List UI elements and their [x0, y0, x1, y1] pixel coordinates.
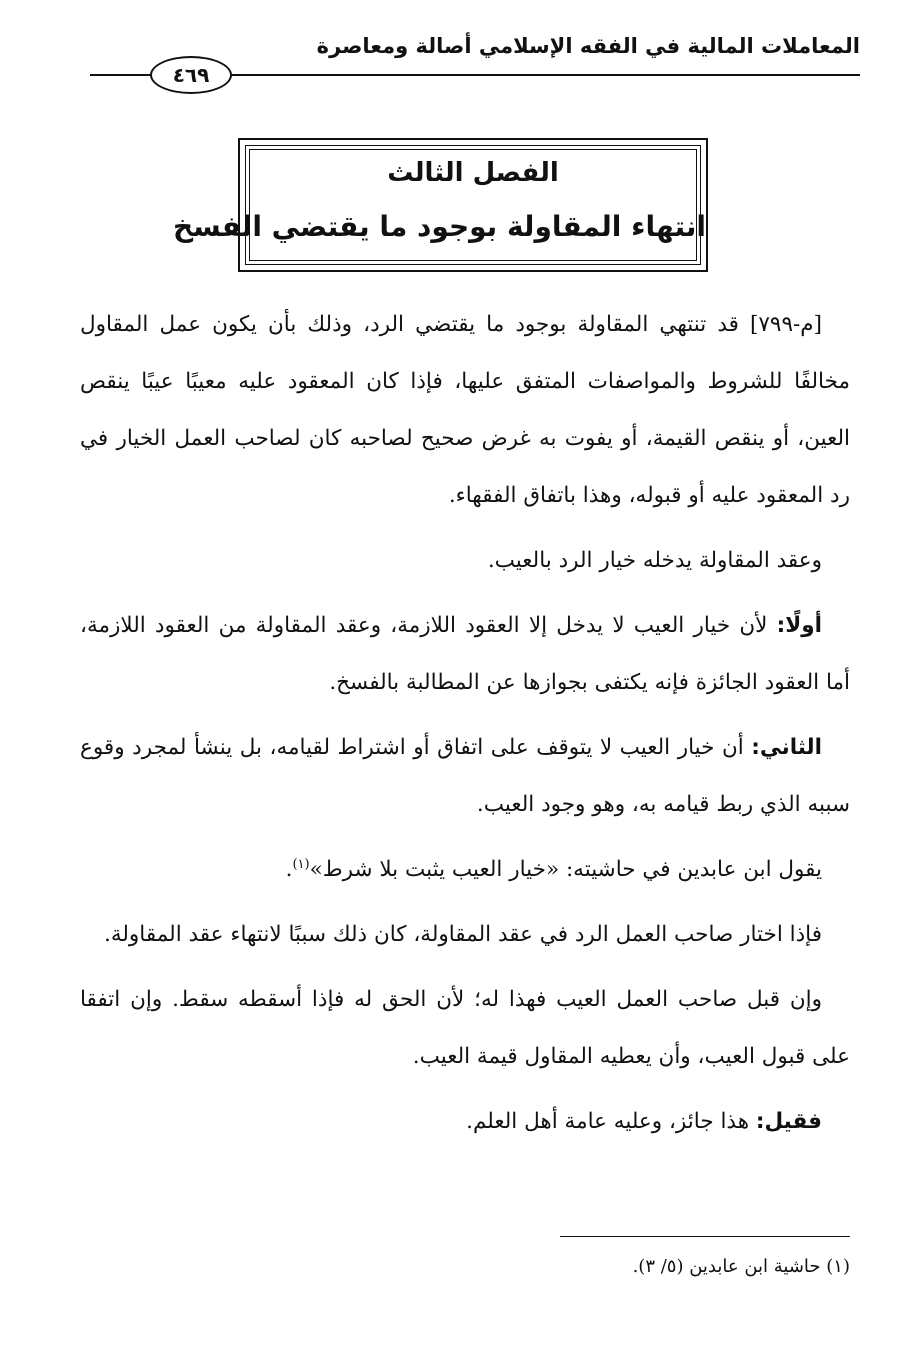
paragraph: [80, 597, 850, 711]
chapter-title: انتهاء المقاولة بوجود ما يقتضي الفسخ: [172, 210, 706, 243]
paragraph: [80, 1093, 850, 1150]
running-header-title: المعاملات المالية في الفقه الإسلامي أصالة ومعاصرة: [316, 34, 860, 58]
paragraph-lead: أولًا:: [776, 613, 822, 638]
paragraph-text: وإن قبل صاحب العمل العيب فهذا له؛ لأن الحق له فإذا أسقطه سقط. وإن اتفقا على قبول العيب، وأن يعطيه المقاول قيمة العيب.: [80, 987, 850, 1069]
footnote: (١) حاشية ابن عابدين (٥/ ٣).: [632, 1256, 850, 1277]
paragraph-text: أن خيار العيب لا يتوقف على اتفاق أو اشتراط لقيامه، بل ينشأ لمجرد وقوع سببه الذي ربط قيامه به، وهو وجود العيب.: [80, 735, 850, 817]
paragraph: [80, 532, 850, 589]
paragraph-text: [م-٧٩٩] قد تنتهي المقاولة بوجود ما يقتضي الرد، وذلك بأن يكون عمل المقاول مخالفًا للشروط والمواصفات المتفق عليها، فإذا كان المعقود عليه معيبًا عيبًا ينقص العين، أو ينقص القيمة، أو يفوت به غرض صحيح لصاحبه كان لصاحب العمل الخيار في رد المعقود عليه أو قبوله، وهذا باتفاق الفقهاء.: [80, 312, 850, 508]
chapter-heading-frame: [172, 138, 708, 272]
paragraph-lead: فقيل:: [755, 1109, 822, 1134]
paragraph-text: لأن خيار العيب لا يدخل إلا العقود اللازمة، وعقد المقاولة من العقود اللازمة، أما العقود الجائزة فإنه يكتفى بجوازها عن المطالبة بالفسخ.: [80, 613, 850, 695]
paragraph: [80, 719, 850, 833]
chapter-label: الفصل الثالث: [387, 158, 559, 188]
page-number: ٤٦٩: [150, 56, 232, 94]
paragraph: [80, 971, 850, 1085]
paragraph: [80, 841, 850, 898]
body-text: [80, 296, 850, 1150]
paragraph-text: هذا جائز، وعليه عامة أهل العلم.: [466, 1109, 756, 1134]
paragraph-lead: الثاني:: [751, 735, 822, 760]
paragraph-tail: .: [285, 857, 293, 882]
paragraph-text: فإذا اختار صاحب العمل الرد في عقد المقاولة، كان ذلك سببًا لانتهاء عقد المقاولة.: [104, 922, 822, 947]
paragraph: [80, 906, 850, 963]
paragraph: [80, 296, 850, 524]
footnote-rule: [560, 1236, 850, 1237]
paragraph-text: يقول ابن عابدين في حاشيته: «خيار العيب يثبت بلا شرط»: [309, 857, 822, 882]
paragraph-text: وعقد المقاولة يدخله خيار الرد بالعيب.: [487, 548, 822, 573]
footnote-reference[interactable]: (١): [292, 856, 310, 872]
